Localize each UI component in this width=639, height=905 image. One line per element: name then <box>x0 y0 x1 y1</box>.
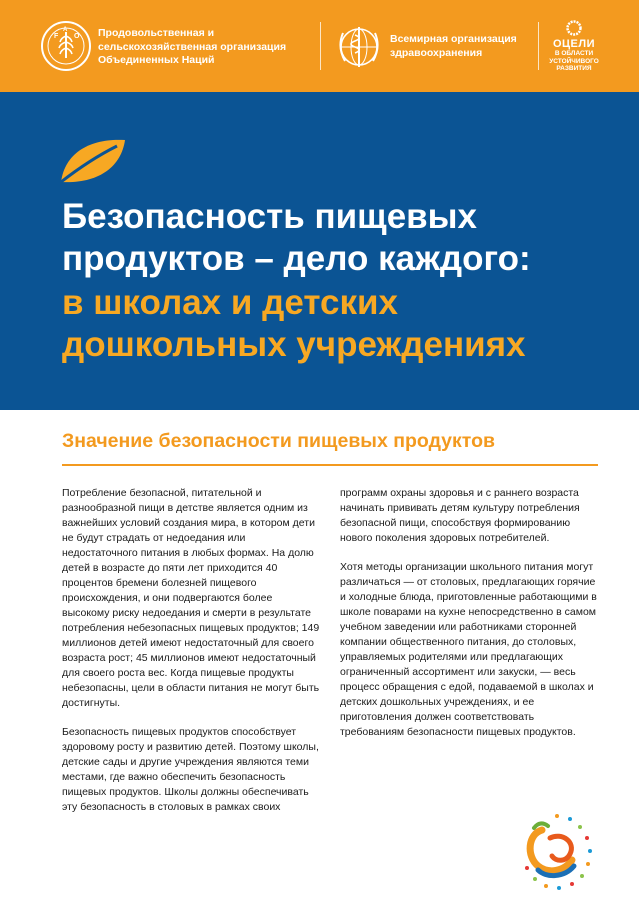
section-heading: Значение безопасности пищевых продуктов <box>62 430 495 452</box>
who-emblem-icon <box>333 21 385 73</box>
page-title-part1: Безопасность пищевых продуктов – дело каждого: <box>62 197 531 278</box>
hero-banner <box>0 92 639 410</box>
right-column <box>340 486 598 754</box>
header-bar <box>0 0 639 92</box>
svg-text:O: O <box>74 33 80 40</box>
sdg-title: ОЦЕЛИ <box>552 38 596 50</box>
paragraph: программ охраны здоровья и с раннего возраста начинать прививать детям культуру потребления безопасной пищи, способствуя формированию нового поколения здоровых потребителей. <box>340 487 580 544</box>
paragraph: Безопасность пищевых продуктов способствует здоровому росту и развитию детей. Поэтому школы, детские сады и другие учреждения являются теми местами, где важно обеспечить безопасность пищевых продуктов. Школы должны обеспечивать эту безопасность в столовых в рамках своих <box>62 726 319 813</box>
left-column <box>62 486 322 829</box>
header-divider <box>320 22 321 70</box>
who-name: Всемирная организация здравоохранения <box>390 33 517 59</box>
sdg-logo <box>544 20 604 73</box>
sdg-subtitle: В ОБЛАСТИ УСТОЙЧИВОГО РАЗВИТИЯ <box>549 50 599 72</box>
world-food-safety-day-logo-icon <box>512 808 602 898</box>
heading-underline <box>62 464 598 466</box>
paragraph: Потребление безопасной, питательной и разнообразной пищи в детстве является одним из важнейших условий создания мира, в котором дети не будут страдать от недоедания или недостаточного питания в любых формах. На долю детей в возрасте до пяти лет приходится 40 процентов бремени болезней пищевого происхождения, и они подвергаются более высокому риску недоедания и смерти в результате потребления небезопасных пищевых продуктов; 149 миллионов детей имеют недостаточный для своего возраста рост; 45 миллионов имеют недостаточный для своего роста вес. Когда пищевые продукты небезопасны, цели в области питания не могут быть достигнуты. <box>62 487 320 709</box>
svg-text:F: F <box>54 33 59 40</box>
fao-name: Продовольственная и сельскохозяйственная организация Объединенных Наций <box>98 27 287 66</box>
page-title-part2: в школах и детских дошкольных учреждениях <box>62 283 526 364</box>
leaf-icon <box>57 134 129 186</box>
paragraph: Хотя методы организации школьного питания могут различаться — от столовых, предлагающих горячие и холодные блюда, приготовленные работающими в школе поварами на кухне непосредственно в самом учебном заведении или работниками сторонней компании общественного питания, до столовых, управляемых родителями или предлагающих ограниченный ассортимент или закуски, — весь процесс обращения с едой, подаваемой в школах и детских дошкольных учреждениях, и ее приготовления должен соответствовать требованиям безопасности пищевых продуктов. <box>340 561 597 738</box>
fao-emblem-icon <box>40 20 92 72</box>
svg-text:A: A <box>63 27 68 33</box>
header-divider <box>538 22 539 70</box>
sdg-wheel-icon <box>566 20 582 36</box>
